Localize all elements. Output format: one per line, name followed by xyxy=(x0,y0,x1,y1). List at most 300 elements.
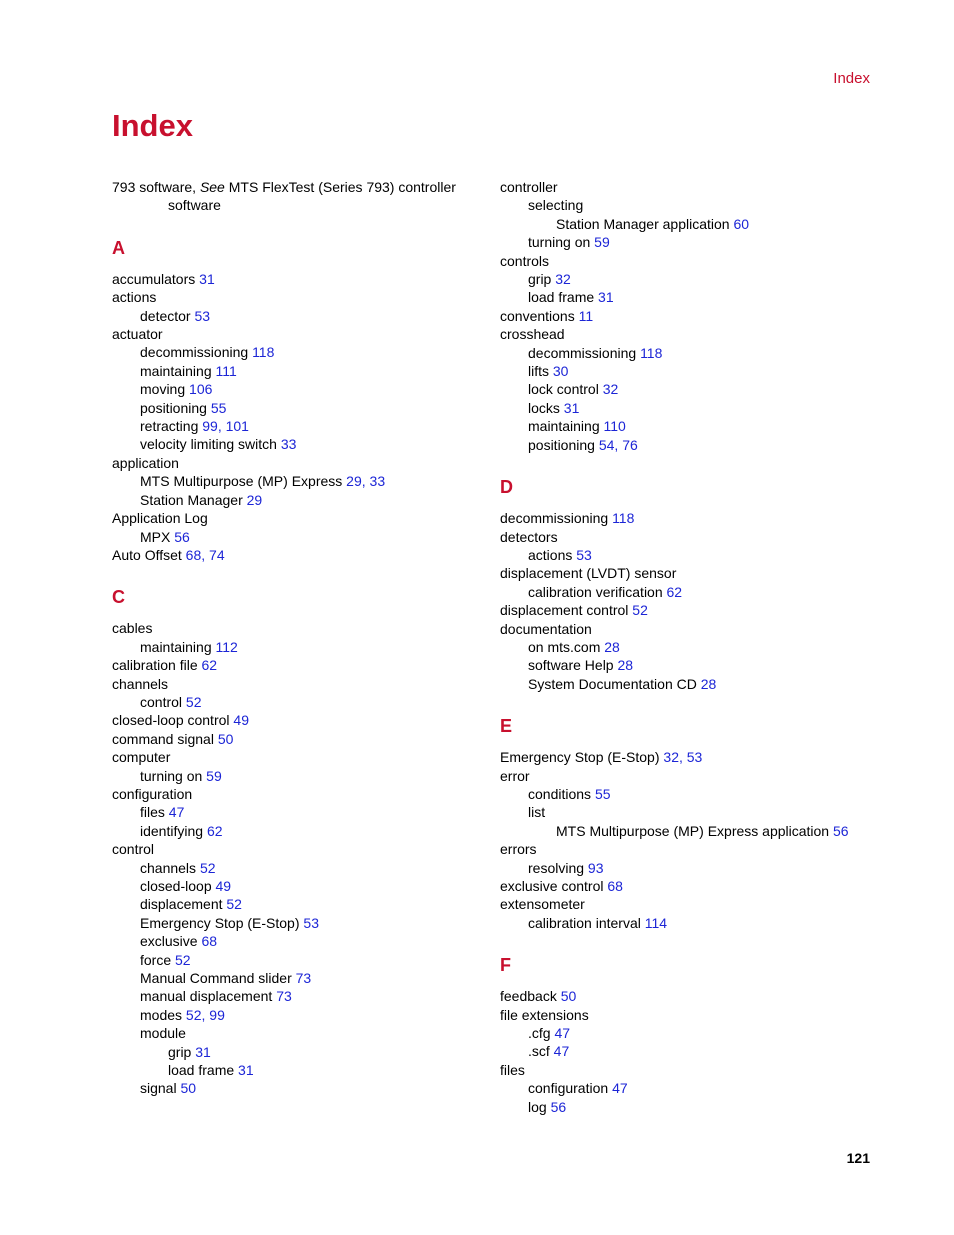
index-term: channels xyxy=(140,859,197,876)
page-references xyxy=(560,400,579,416)
index-term: actuator xyxy=(112,326,163,343)
index-term: manual displacement xyxy=(140,988,273,1005)
page-link[interactable]: 52 xyxy=(632,602,648,619)
page-title: Index xyxy=(112,108,193,143)
page-link[interactable]: 62 xyxy=(206,822,223,839)
page-link[interactable]: 93 xyxy=(587,859,604,876)
index-entry xyxy=(500,344,880,362)
index-term: error xyxy=(500,767,530,784)
index-term: locks xyxy=(528,399,560,416)
index-entry xyxy=(112,638,492,656)
page-references xyxy=(191,1044,210,1060)
page-link[interactable]: 52 xyxy=(175,951,191,968)
page-references xyxy=(195,271,214,287)
index-term: exclusive xyxy=(140,933,198,950)
index-term: turning on xyxy=(528,234,591,251)
index-term: files xyxy=(500,1061,525,1078)
page-link[interactable]: 101 xyxy=(225,418,249,435)
index-entry xyxy=(112,270,492,288)
page-link[interactable]: 31 xyxy=(199,270,215,287)
index-term: load frame xyxy=(528,289,595,306)
page-link[interactable]: 31 xyxy=(195,1043,211,1060)
page-link[interactable]: 74 xyxy=(209,546,225,563)
page-link[interactable]: 11 xyxy=(578,307,594,324)
page-link[interactable]: 32 xyxy=(555,271,571,288)
page-references xyxy=(182,547,225,563)
page-references xyxy=(608,1080,627,1096)
index-entry xyxy=(500,859,880,877)
index-term: decommissioning xyxy=(500,510,609,527)
index-entry xyxy=(112,380,492,398)
page-link[interactable]: 106 xyxy=(189,381,213,398)
page-link[interactable]: 99 xyxy=(209,1006,225,1023)
page-link[interactable]: 30 xyxy=(552,363,569,380)
page-references xyxy=(234,1062,253,1078)
see-reference-label: See xyxy=(199,179,225,195)
page-link[interactable]: 68 xyxy=(185,546,202,563)
page-references xyxy=(591,786,610,802)
page-references xyxy=(292,970,311,986)
page-references xyxy=(636,345,662,361)
index-entry xyxy=(500,178,880,196)
page-references xyxy=(342,473,385,489)
index-term: Emergency Stop (E-Stop) xyxy=(500,749,660,766)
page-link[interactable]: 118 xyxy=(640,344,663,361)
index-term: signal xyxy=(140,1080,177,1097)
index-term: controls xyxy=(500,252,550,269)
page-references xyxy=(185,381,212,397)
page-link[interactable]: 68 xyxy=(201,933,218,950)
index-entry xyxy=(500,436,880,454)
index-entry xyxy=(112,343,492,361)
page-link[interactable]: 33 xyxy=(280,436,297,453)
index-term: positioning xyxy=(140,399,207,416)
index-term: Station Manager application xyxy=(556,215,730,232)
page-references xyxy=(594,289,613,305)
page-references xyxy=(663,584,682,600)
index-entry xyxy=(112,748,492,766)
index-entry xyxy=(500,270,880,288)
index-entry xyxy=(112,619,492,637)
page-link[interactable]: 29 xyxy=(346,473,362,490)
page-link[interactable]: 31 xyxy=(238,1062,254,1079)
page-link[interactable]: 52 xyxy=(199,859,216,876)
page-link[interactable]: 53 xyxy=(194,307,211,324)
index-column-right xyxy=(500,178,880,1116)
page-references xyxy=(599,381,618,397)
page-ref-separator: , xyxy=(217,418,226,435)
page-link[interactable]: 56 xyxy=(550,1098,567,1115)
index-entry xyxy=(112,1024,492,1042)
index-entry xyxy=(112,859,492,877)
index-term: errors xyxy=(500,841,537,858)
index-term: documentation xyxy=(500,620,592,637)
index-column-left xyxy=(112,178,492,1098)
index-entry xyxy=(112,767,492,785)
page-link[interactable]: 62 xyxy=(666,583,683,600)
index-term: MTS Multipurpose (MP) Express xyxy=(140,473,343,490)
index-entry xyxy=(500,233,880,251)
index-entry xyxy=(500,914,880,932)
page-link[interactable]: 28 xyxy=(617,657,634,674)
page-references xyxy=(551,271,570,287)
page-references xyxy=(248,344,274,360)
index-term: selecting xyxy=(528,197,584,214)
page-link[interactable]: 47 xyxy=(554,1025,571,1042)
index-entry xyxy=(500,215,880,233)
index-term: resolving xyxy=(528,859,585,876)
index-term: .scf xyxy=(528,1043,550,1060)
page-link[interactable]: 50 xyxy=(180,1080,197,1097)
index-entry xyxy=(112,288,492,306)
index-entry xyxy=(112,1006,492,1024)
page-link[interactable]: 59 xyxy=(206,767,222,784)
index-entry xyxy=(500,822,880,840)
page-references xyxy=(608,510,634,526)
page-references xyxy=(223,896,242,912)
index-entry xyxy=(500,675,880,693)
index-term: calibration interval xyxy=(528,914,641,931)
index-term: moving xyxy=(140,381,186,398)
page-references xyxy=(300,915,319,931)
index-term: computer xyxy=(112,749,171,766)
page-references xyxy=(604,878,623,894)
index-entry xyxy=(500,1098,880,1116)
index-entry xyxy=(112,528,492,546)
index-term: closed-loop control xyxy=(112,712,230,729)
index-term: turning on xyxy=(140,767,203,784)
index-entry xyxy=(112,399,492,417)
index-entry xyxy=(500,528,880,546)
page-references xyxy=(590,234,609,250)
page-references xyxy=(202,768,221,784)
index-entry xyxy=(112,803,492,821)
index-term: configuration xyxy=(112,785,193,802)
index-entry xyxy=(112,932,492,950)
page-link[interactable]: 53 xyxy=(576,546,592,563)
index-term: lifts xyxy=(528,363,549,380)
index-term: software Help xyxy=(528,657,614,674)
index-term: Auto Offset xyxy=(112,546,182,563)
page-references xyxy=(547,1099,566,1115)
index-term: maintaining xyxy=(528,418,600,435)
page-link[interactable]: 55 xyxy=(210,399,227,416)
page-references xyxy=(584,860,603,876)
index-entry xyxy=(112,877,492,895)
index-term: module xyxy=(140,1025,186,1042)
page-references xyxy=(600,639,619,655)
page-references xyxy=(198,657,217,673)
page-ref-separator: , xyxy=(614,436,623,453)
index-entry xyxy=(112,362,492,380)
index-term: accumulators xyxy=(112,270,196,287)
index-term: exclusive control xyxy=(500,878,604,894)
index-entry xyxy=(500,895,880,913)
index-entry xyxy=(500,638,880,656)
page-link[interactable]: 73 xyxy=(276,988,292,1005)
index-term: file extensions xyxy=(500,1006,589,1023)
page-references xyxy=(628,602,647,618)
page-link[interactable]: 54 xyxy=(598,436,615,453)
page-link[interactable]: 52 xyxy=(185,693,202,710)
page-link[interactable]: 56 xyxy=(833,822,849,839)
index-term: MPX xyxy=(140,528,171,545)
index-term: System Documentation CD xyxy=(528,675,697,692)
page-references xyxy=(660,749,703,765)
page-link[interactable]: 55 xyxy=(594,785,611,802)
page-link[interactable]: 49 xyxy=(215,878,232,894)
index-entry xyxy=(112,693,492,711)
page-link[interactable]: 110 xyxy=(603,418,626,435)
index-entry xyxy=(112,969,492,987)
index-term: lock control xyxy=(528,381,599,398)
index-entry xyxy=(500,656,880,674)
index-term: channels xyxy=(112,675,169,692)
page-link[interactable]: 118 xyxy=(252,344,275,361)
page-link[interactable]: 99 xyxy=(202,418,218,435)
page-references xyxy=(595,437,638,453)
page-references xyxy=(196,860,215,876)
index-term: list xyxy=(528,804,546,821)
index-term: actions xyxy=(528,546,573,563)
page-references xyxy=(272,988,291,1004)
see-reference-target: MTS FlexTest (Series 793) controller xyxy=(224,179,456,195)
index-entry xyxy=(500,1079,880,1097)
index-entry xyxy=(500,785,880,803)
index-entry xyxy=(500,325,880,343)
page-references xyxy=(207,400,226,416)
page-link[interactable]: 112 xyxy=(215,638,238,655)
index-letter-heading-d: D xyxy=(500,477,513,498)
page-references xyxy=(170,529,189,545)
index-entry xyxy=(112,491,492,509)
index-entry xyxy=(500,877,880,895)
page-references xyxy=(177,1080,196,1096)
index-term: identifying xyxy=(140,822,204,839)
index-term: detector xyxy=(140,307,191,324)
page-references xyxy=(557,988,576,1004)
page-references xyxy=(600,418,626,434)
index-entry xyxy=(500,748,880,766)
index-letter-heading-e: E xyxy=(500,716,513,737)
page-link[interactable]: 53 xyxy=(686,749,703,766)
index-entry xyxy=(112,509,492,527)
index-term: MTS Multipurpose (MP) Express application xyxy=(556,822,830,839)
page-references xyxy=(198,418,249,434)
index-term: calibration file xyxy=(112,657,198,674)
page-references xyxy=(730,216,749,232)
index-term: positioning xyxy=(528,436,595,453)
page-link[interactable]: 47 xyxy=(168,804,185,821)
index-term: force xyxy=(140,951,172,968)
index-entry xyxy=(112,951,492,969)
page-link[interactable]: 49 xyxy=(233,712,249,729)
index-entry xyxy=(500,767,880,785)
page-references xyxy=(551,1025,570,1041)
index-term: grip xyxy=(168,1043,192,1060)
index-entry xyxy=(500,1024,880,1042)
index-term: on mts.com xyxy=(528,638,601,655)
index-term: control xyxy=(112,841,155,858)
index-entry xyxy=(500,1006,880,1024)
page-link[interactable]: 118 xyxy=(612,510,635,527)
page-references xyxy=(191,308,210,324)
index-entry xyxy=(500,583,880,601)
index-entry xyxy=(112,675,492,693)
page-link[interactable]: 31 xyxy=(598,289,614,306)
index-term: crosshead xyxy=(500,326,565,343)
index-entry xyxy=(112,417,492,435)
index-term: decommissioning xyxy=(140,344,249,361)
page-link[interactable]: 53 xyxy=(303,914,319,931)
page-link[interactable]: 28 xyxy=(604,638,620,655)
index-entry xyxy=(112,914,492,932)
page-references xyxy=(212,878,231,894)
page-link[interactable]: 60 xyxy=(733,215,750,232)
index-entry xyxy=(500,288,880,306)
index-term: displacement xyxy=(140,896,223,913)
index-term: application xyxy=(112,454,179,471)
index-entry xyxy=(500,1042,880,1060)
index-term: maintaining xyxy=(140,638,212,655)
index-entry xyxy=(500,840,880,858)
index-term: detectors xyxy=(500,528,558,545)
page-link[interactable]: 47 xyxy=(612,1080,628,1097)
index-term: command signal xyxy=(112,730,214,747)
page-ref-separator: , xyxy=(201,546,210,563)
index-entry xyxy=(500,509,880,527)
index-entry xyxy=(112,435,492,453)
index-term: control xyxy=(140,693,183,710)
page-link[interactable]: 52 xyxy=(226,896,242,913)
page-references xyxy=(572,547,591,563)
index-term-continuation: software xyxy=(168,197,221,214)
page-references xyxy=(277,436,296,452)
index-term: extensometer xyxy=(500,896,585,913)
index-term: modes xyxy=(140,1006,183,1023)
page-ref-separator: , xyxy=(201,1006,210,1023)
index-entry xyxy=(112,1043,492,1061)
page-ref-separator: , xyxy=(361,473,370,490)
page-references xyxy=(203,823,222,839)
index-term: log xyxy=(528,1098,547,1115)
index-entry xyxy=(112,325,492,343)
page-link[interactable]: 59 xyxy=(594,234,610,251)
page-link[interactable]: 62 xyxy=(201,657,218,674)
index-entry xyxy=(500,601,880,619)
page-link[interactable]: 32 xyxy=(602,381,619,398)
page-references xyxy=(641,915,667,931)
index-entry xyxy=(112,656,492,674)
index-entry xyxy=(500,987,880,1005)
page-link[interactable]: 68 xyxy=(607,878,623,894)
index-entry xyxy=(500,803,880,821)
page-references xyxy=(212,363,237,379)
page-link[interactable]: 28 xyxy=(700,675,717,692)
index-term: cables xyxy=(112,620,153,637)
page-link[interactable]: 76 xyxy=(622,436,638,453)
page-references xyxy=(697,676,716,692)
index-entry xyxy=(112,987,492,1005)
index-entry xyxy=(500,620,880,638)
page-link[interactable]: 56 xyxy=(174,528,190,545)
index-entry xyxy=(112,822,492,840)
page-references xyxy=(550,1043,569,1059)
page-references xyxy=(182,1007,225,1023)
page-link[interactable]: 111 xyxy=(215,362,237,379)
page-link[interactable]: 33 xyxy=(369,473,386,490)
index-term: load frame xyxy=(168,1062,235,1079)
index-term: retracting xyxy=(140,418,199,435)
page-references xyxy=(182,694,201,710)
index-entry xyxy=(500,546,880,564)
page-references xyxy=(198,933,217,949)
running-head: Index xyxy=(833,70,870,87)
index-term: configuration xyxy=(528,1080,609,1097)
index-entry xyxy=(112,1079,492,1097)
index-term: conventions xyxy=(500,307,575,324)
index-entry xyxy=(112,454,492,472)
page-link[interactable]: 114 xyxy=(644,914,668,931)
page-references xyxy=(212,639,238,655)
page-references xyxy=(165,804,184,820)
index-term: maintaining xyxy=(140,362,212,379)
page-references xyxy=(243,492,262,508)
page-link[interactable]: 32 xyxy=(663,749,679,766)
index-entry xyxy=(112,307,492,325)
index-entry xyxy=(112,785,492,803)
page-references xyxy=(614,657,633,673)
index-entry xyxy=(500,564,880,582)
index-entry xyxy=(112,895,492,913)
page-ref-separator: , xyxy=(678,749,687,766)
index-term: calibration verification xyxy=(528,583,663,600)
index-entry xyxy=(500,196,880,214)
page-references xyxy=(829,823,848,839)
page-references xyxy=(230,712,249,728)
index-term: .cfg xyxy=(528,1025,551,1042)
index-term: velocity limiting switch xyxy=(140,436,277,453)
page-link[interactable]: 73 xyxy=(295,970,312,987)
index-term: files xyxy=(140,804,165,821)
page-link[interactable]: 47 xyxy=(553,1043,570,1060)
index-term: grip xyxy=(528,271,552,288)
page-link[interactable]: 50 xyxy=(217,730,234,747)
page-link[interactable]: 29 xyxy=(246,491,263,508)
index-term: controller xyxy=(500,179,558,195)
index-term: conditions xyxy=(528,785,592,802)
index-entry xyxy=(112,730,492,748)
index-term: actions xyxy=(112,289,157,306)
page-references xyxy=(171,952,190,968)
page-link[interactable]: 50 xyxy=(560,988,577,1005)
page-references xyxy=(575,308,593,324)
index-term: Emergency Stop (E-Stop) xyxy=(140,914,300,931)
index-entry xyxy=(112,546,492,564)
index-entry xyxy=(112,1061,492,1079)
index-term: displacement (LVDT) sensor xyxy=(500,565,677,582)
index-entry xyxy=(500,362,880,380)
page-number: 121 xyxy=(846,1150,870,1166)
index-term: Application Log xyxy=(112,510,208,527)
index-term: Station Manager xyxy=(140,491,243,508)
index-letter-heading-a: A xyxy=(112,237,125,258)
index-entry xyxy=(112,472,492,490)
page-link[interactable]: 31 xyxy=(563,399,580,416)
page-link[interactable]: 52 xyxy=(185,1006,202,1023)
page-references xyxy=(549,363,568,379)
index-entry xyxy=(500,399,880,417)
